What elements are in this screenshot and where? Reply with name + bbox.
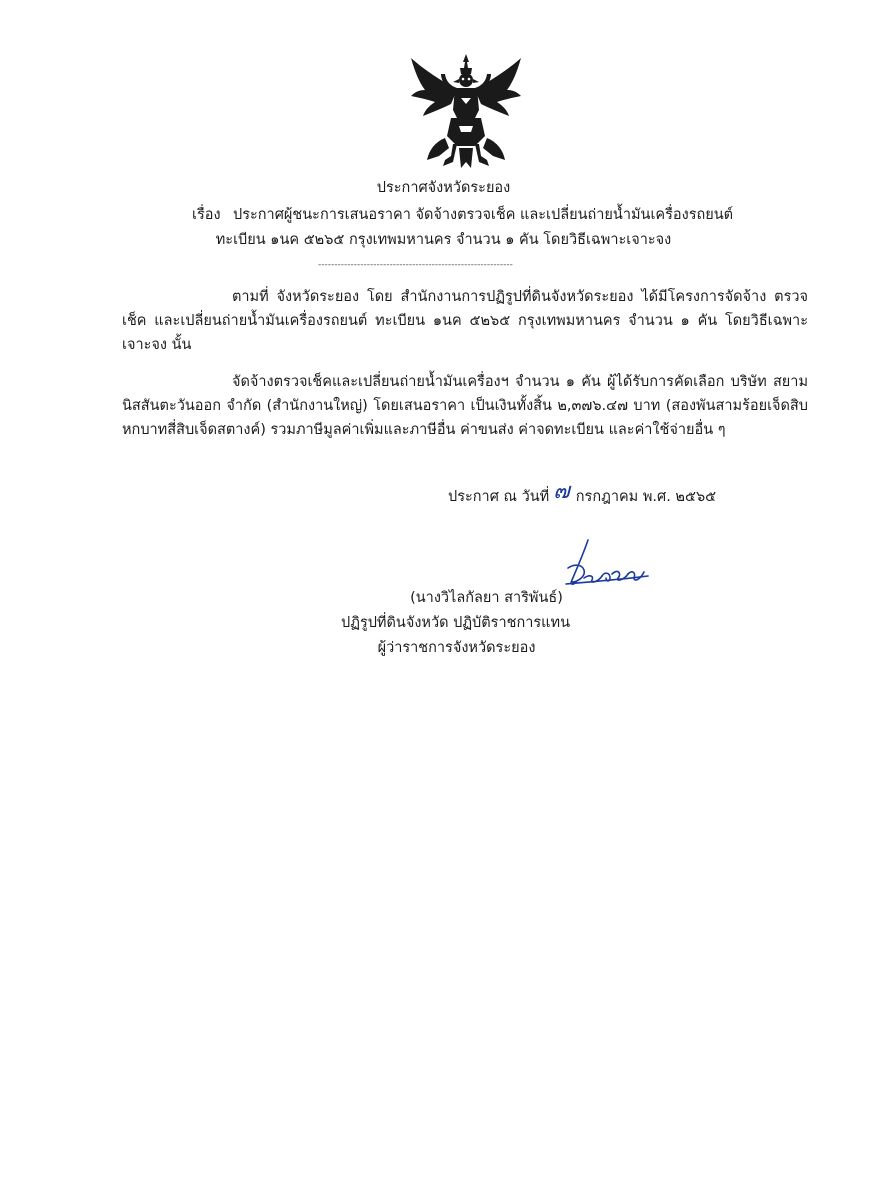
- document-heading: ประกาศจังหวัดระยอง: [376, 180, 511, 196]
- paragraph-2: จัดจ้างตรวจเช็คและเปลี่ยนถ่ายน้ำมันเครื่องฯ จำนวน ๑ คัน ผู้ได้รับการคัดเลือก บริษัท สยามนิสสันตะวันออก จำกัด (สำนักงานใหญ่) โดยเสนอราคา เป็นเงินทั้งสิ้น ๒,๓๗๖.๔๗ บาท (สองพันสามร้อยเจ็ดสิบหกบาทสี่สิบเจ็ดสตางค์) รวมภาษีมูลค่าเพิ่มและภาษีอื่น ค่าขนส่ง ค่าจดทะเบียน และค่าใช้จ่ายอื่น ๆ: [122, 374, 808, 438]
- date-prefix: ประกาศ ณ วันที่: [448, 489, 550, 505]
- date-suffix: กรกฎาคม พ.ศ. ๒๕๖๕: [575, 489, 717, 505]
- paragraph-1: ตามที่ จังหวัดระยอง โดย สำนักงานการปฏิรูปที่ดินจังหวัดระยอง ได้มีโครงการจัดจ้าง ตรวจเช็ค และเปลี่ยนถ่ายน้ำมันเครื่องรถยนต์ ทะเบียน ๑นค ๕๒๖๕ กรุงเทพมหานคร จำนวน ๑ คัน โดยวิธีเฉพาะเจาะจง นั้น: [122, 289, 808, 353]
- signatory-position-1: ปฏิรูปที่ดินจังหวัด ปฏิบัติราชการแทน: [341, 615, 570, 631]
- subject-line-1: ประกาศผู้ชนะการเสนอราคา จัดจ้างตรวจเช็ค และเปลี่ยนถ่ายน้ำมันเครื่องรถยนต์: [233, 207, 734, 223]
- handwritten-signature: [548, 538, 658, 594]
- subject-label: เรื่อง: [192, 207, 221, 223]
- separator-line: ------------------------------------------------------------: [318, 260, 513, 270]
- announcement-date: [448, 479, 717, 507]
- date-day-handwritten: ๗: [553, 479, 570, 504]
- garuda-emblem: [405, 52, 527, 170]
- signatory-name: (นางวิไลกัลยา สาริพันธ์): [410, 590, 563, 606]
- signatory-position-2: ผู้ว่าราชการจังหวัดระยอง: [377, 640, 536, 656]
- subject-line-2: ทะเบียน ๑นค ๕๒๖๕ กรุงเทพมหานคร จำนวน ๑ คัน โดยวิธีเฉพาะเจาะจง: [215, 232, 672, 248]
